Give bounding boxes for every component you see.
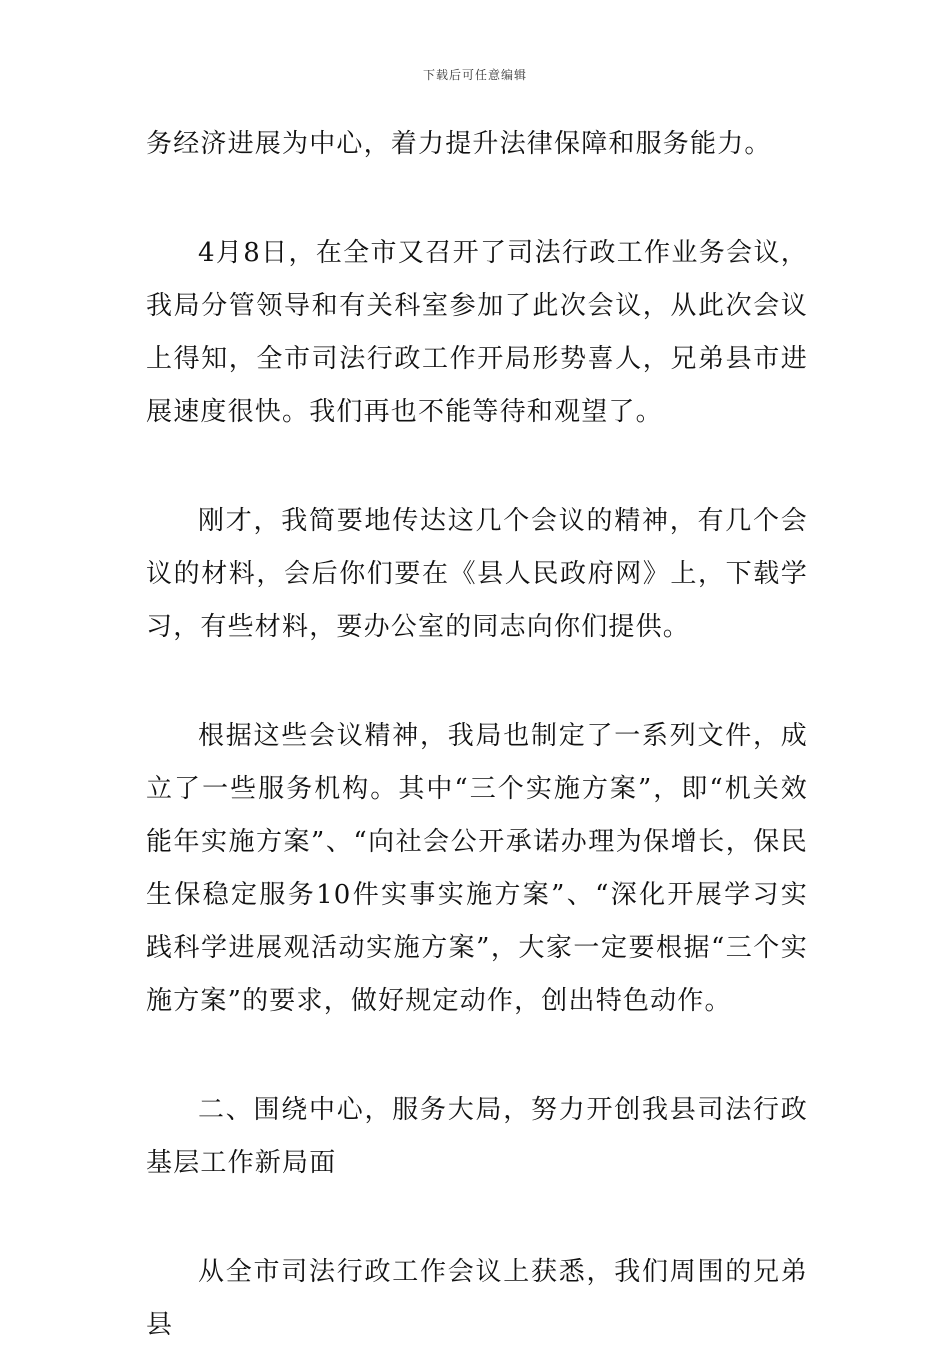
paragraph: 根据这些会议精神，我局也制定了一系列文件，成立了一些服务机构。其中“三个实施方案”，即“机关效能年实施方案”、“向社会公开承诺办理为保增长，保民生保稳定服务10件实事实施方案”、“深化开展学习实践科学进展观活动实施方案”，大家一定要根据“三个实施方案”的要求，做好规定动作，创出特色动作。 bbox=[146, 721, 808, 1016]
section-heading: 二、围绕中心，服务大局，努力开创我县司法行政基层工作新局面 bbox=[146, 1095, 808, 1178]
document-body bbox=[146, 118, 808, 1352]
paragraph: 刚才，我简要地传达这几个会议的精神，有几个会议的材料，会后你们要在《县人民政府网》上，下载学习，有些材料，要办公室的同志向你们提供。 bbox=[146, 506, 808, 642]
paragraph-spacer bbox=[146, 439, 808, 495]
paragraph: 从全市司法行政工作会议上获悉，我们周围的兄弟县 bbox=[146, 1257, 808, 1340]
paragraph-spacer bbox=[146, 654, 808, 710]
paragraph: 4月8日，在全市又召开了司法行政工作业务会议，我局分管领导和有关科室参加了此次会议，从此次会议上得知，全市司法行政工作开局形势喜人，兄弟县市进展速度很快。我们再也不能等待和观望了。 bbox=[146, 238, 808, 427]
paragraph-spacer bbox=[146, 1190, 808, 1246]
paragraph: 务经济进展为中心，着力提升法律保障和服务能力。 bbox=[146, 129, 772, 159]
paragraph-spacer bbox=[146, 1028, 808, 1084]
paragraph-spacer bbox=[146, 171, 808, 227]
page-header-note: 下载后可任意编辑 bbox=[422, 68, 527, 82]
